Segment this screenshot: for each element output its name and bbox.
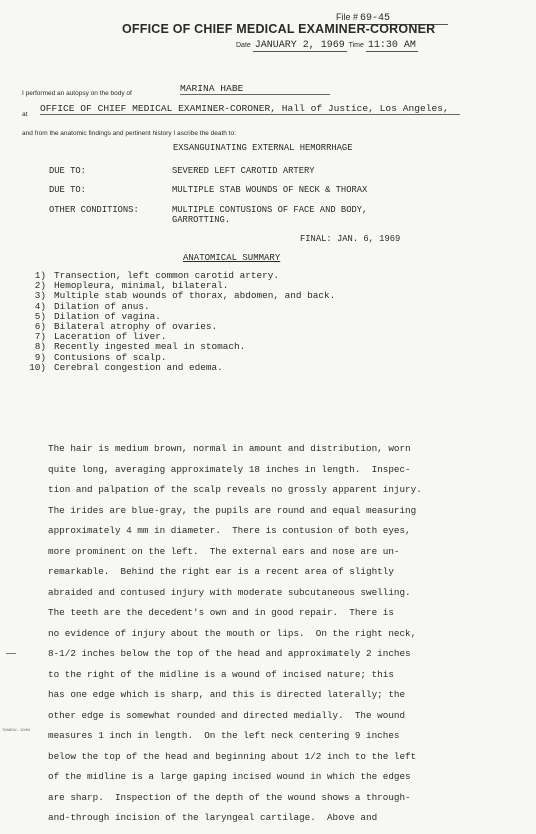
body-line: 8-1/2 inches below the top of the head and approximately 2 inches: [48, 648, 411, 660]
ascribe-label: and from the anatomic findings and pertinent history I ascribe the death to:: [22, 130, 236, 137]
body-line: The teeth are the decedent's own and in good repair. There is: [48, 607, 394, 619]
body-line: has one edge which is sharp, and this is directed laterally; the: [48, 689, 406, 701]
item-text: Recently ingested meal in stomach.: [54, 341, 246, 353]
item-number: 6): [34, 321, 46, 333]
body-line: measures 1 inch in length. On the left neck centering 9 inches: [48, 730, 400, 742]
item-number: 3): [34, 290, 46, 302]
other-conditions-line-1: MULTIPLE CONTUSIONS OF FACE AND BODY,: [172, 205, 368, 215]
file-number-label: File #: [336, 12, 359, 22]
body-line: of the midline is a large gaping incised wound in which the edges: [48, 771, 411, 783]
body-line: to the right of the midline is a wound of incised nature; this: [48, 668, 394, 680]
date-label: Date: [236, 42, 251, 49]
item-text: Contusions of scalp.: [54, 351, 167, 363]
list-item: [20, 363, 335, 373]
due-to-value-2: MULTIPLE STAB WOUNDS OF NECK & THORAX: [172, 185, 368, 195]
body-line: approximately 4 mm in diameter. There is contusion of both eyes,: [48, 525, 411, 537]
file-number-value: 69-45: [360, 13, 448, 25]
body-line: The irides are blue-gray, the pupils are round and equal measuring: [48, 504, 417, 516]
summary-list: [20, 271, 335, 373]
final-date: FINAL: JAN. 6, 1969: [300, 234, 401, 244]
office-title: OFFICE OF CHIEF MEDICAL EXAMINER-CORONER: [122, 22, 436, 36]
item-text: Multiple stab wounds of thorax, abdomen, and back.: [54, 290, 336, 302]
item-number: 5): [34, 310, 46, 322]
body-line: no evidence of injury about the mouth or lips. On the right neck,: [48, 627, 417, 639]
item-number: 2): [34, 280, 46, 292]
body-line: remarkable. Behind the right ear is a recent area of slightly: [48, 566, 394, 578]
item-text: Hemopleura, minimal, bilateral.: [54, 280, 229, 292]
item-number: 9): [34, 351, 46, 363]
cause-of-death: EXSANGUINATING EXTERNAL HEMORRHAGE: [173, 143, 353, 153]
item-text: Dilation of vagina.: [54, 310, 161, 322]
margin-dash: [6, 653, 16, 654]
item-number: 1): [34, 270, 46, 281]
autopsy-location: OFFICE OF CHIEF MEDICAL EXAMINER-CORONER, Hall of Justice, Los Angeles,: [40, 103, 460, 115]
item-text: Cerebral congestion and edema.: [54, 361, 223, 373]
form-code: 76A80U - 10/64: [2, 727, 31, 732]
other-conditions-label: OTHER CONDITIONS:: [49, 205, 139, 215]
body-line: and-through incision of the laryngeal cartilage. Above and: [48, 812, 378, 824]
body-line: tion and palpation of the scalp reveals no grossly apparent injury.: [48, 484, 422, 496]
item-number: 8): [34, 341, 46, 353]
item-number: 7): [34, 331, 46, 343]
item-text: Dilation of anus.: [54, 300, 150, 312]
other-conditions-line-2: GARROTTING.: [172, 215, 231, 225]
body-line: more prominent on the left. The external ears and nose are un-: [48, 545, 400, 557]
item-number: 4): [34, 300, 46, 312]
date-time-line: [236, 40, 418, 52]
decedent-name: MARINA HABE: [180, 83, 330, 95]
body-line: are sharp. Inspection of the depth of the wound shows a through-: [48, 791, 411, 803]
at-label: at: [22, 111, 28, 118]
due-to-value-1: SEVERED LEFT CAROTID ARTERY: [172, 166, 315, 176]
due-to-label-1: DUE TO:: [49, 166, 86, 176]
item-text: Transection, left common carotid artery.: [54, 270, 280, 281]
summary-title: ANATOMICAL SUMMARY: [183, 253, 281, 263]
item-number: 10): [29, 361, 46, 373]
body-line: abraided and contused injury with moderate subcutaneous swelling.: [48, 586, 411, 598]
time-label: Time: [348, 42, 364, 49]
body-line: below the top of the head and beginning about 1/2 inch to the left: [48, 750, 417, 762]
body-line: quite long, averaging approximately 18 inches in length. Inspec-: [48, 463, 411, 475]
item-text: Laceration of liver.: [54, 331, 167, 343]
performed-label: I performed an autopsy on the body of: [22, 90, 132, 97]
item-text: Bilateral atrophy of ovaries.: [54, 321, 218, 333]
body-line: The hair is medium brown, normal in amount and distribution, worn: [48, 443, 411, 455]
due-to-label-2: DUE TO:: [49, 185, 86, 195]
date-value: JANUARY 2, 1969: [254, 40, 345, 51]
time-value: 11:30 AM: [367, 40, 416, 51]
body-paragraph: [48, 434, 478, 834]
body-line: other edge is somewhat rounded and directed medially. The wound: [48, 709, 406, 721]
